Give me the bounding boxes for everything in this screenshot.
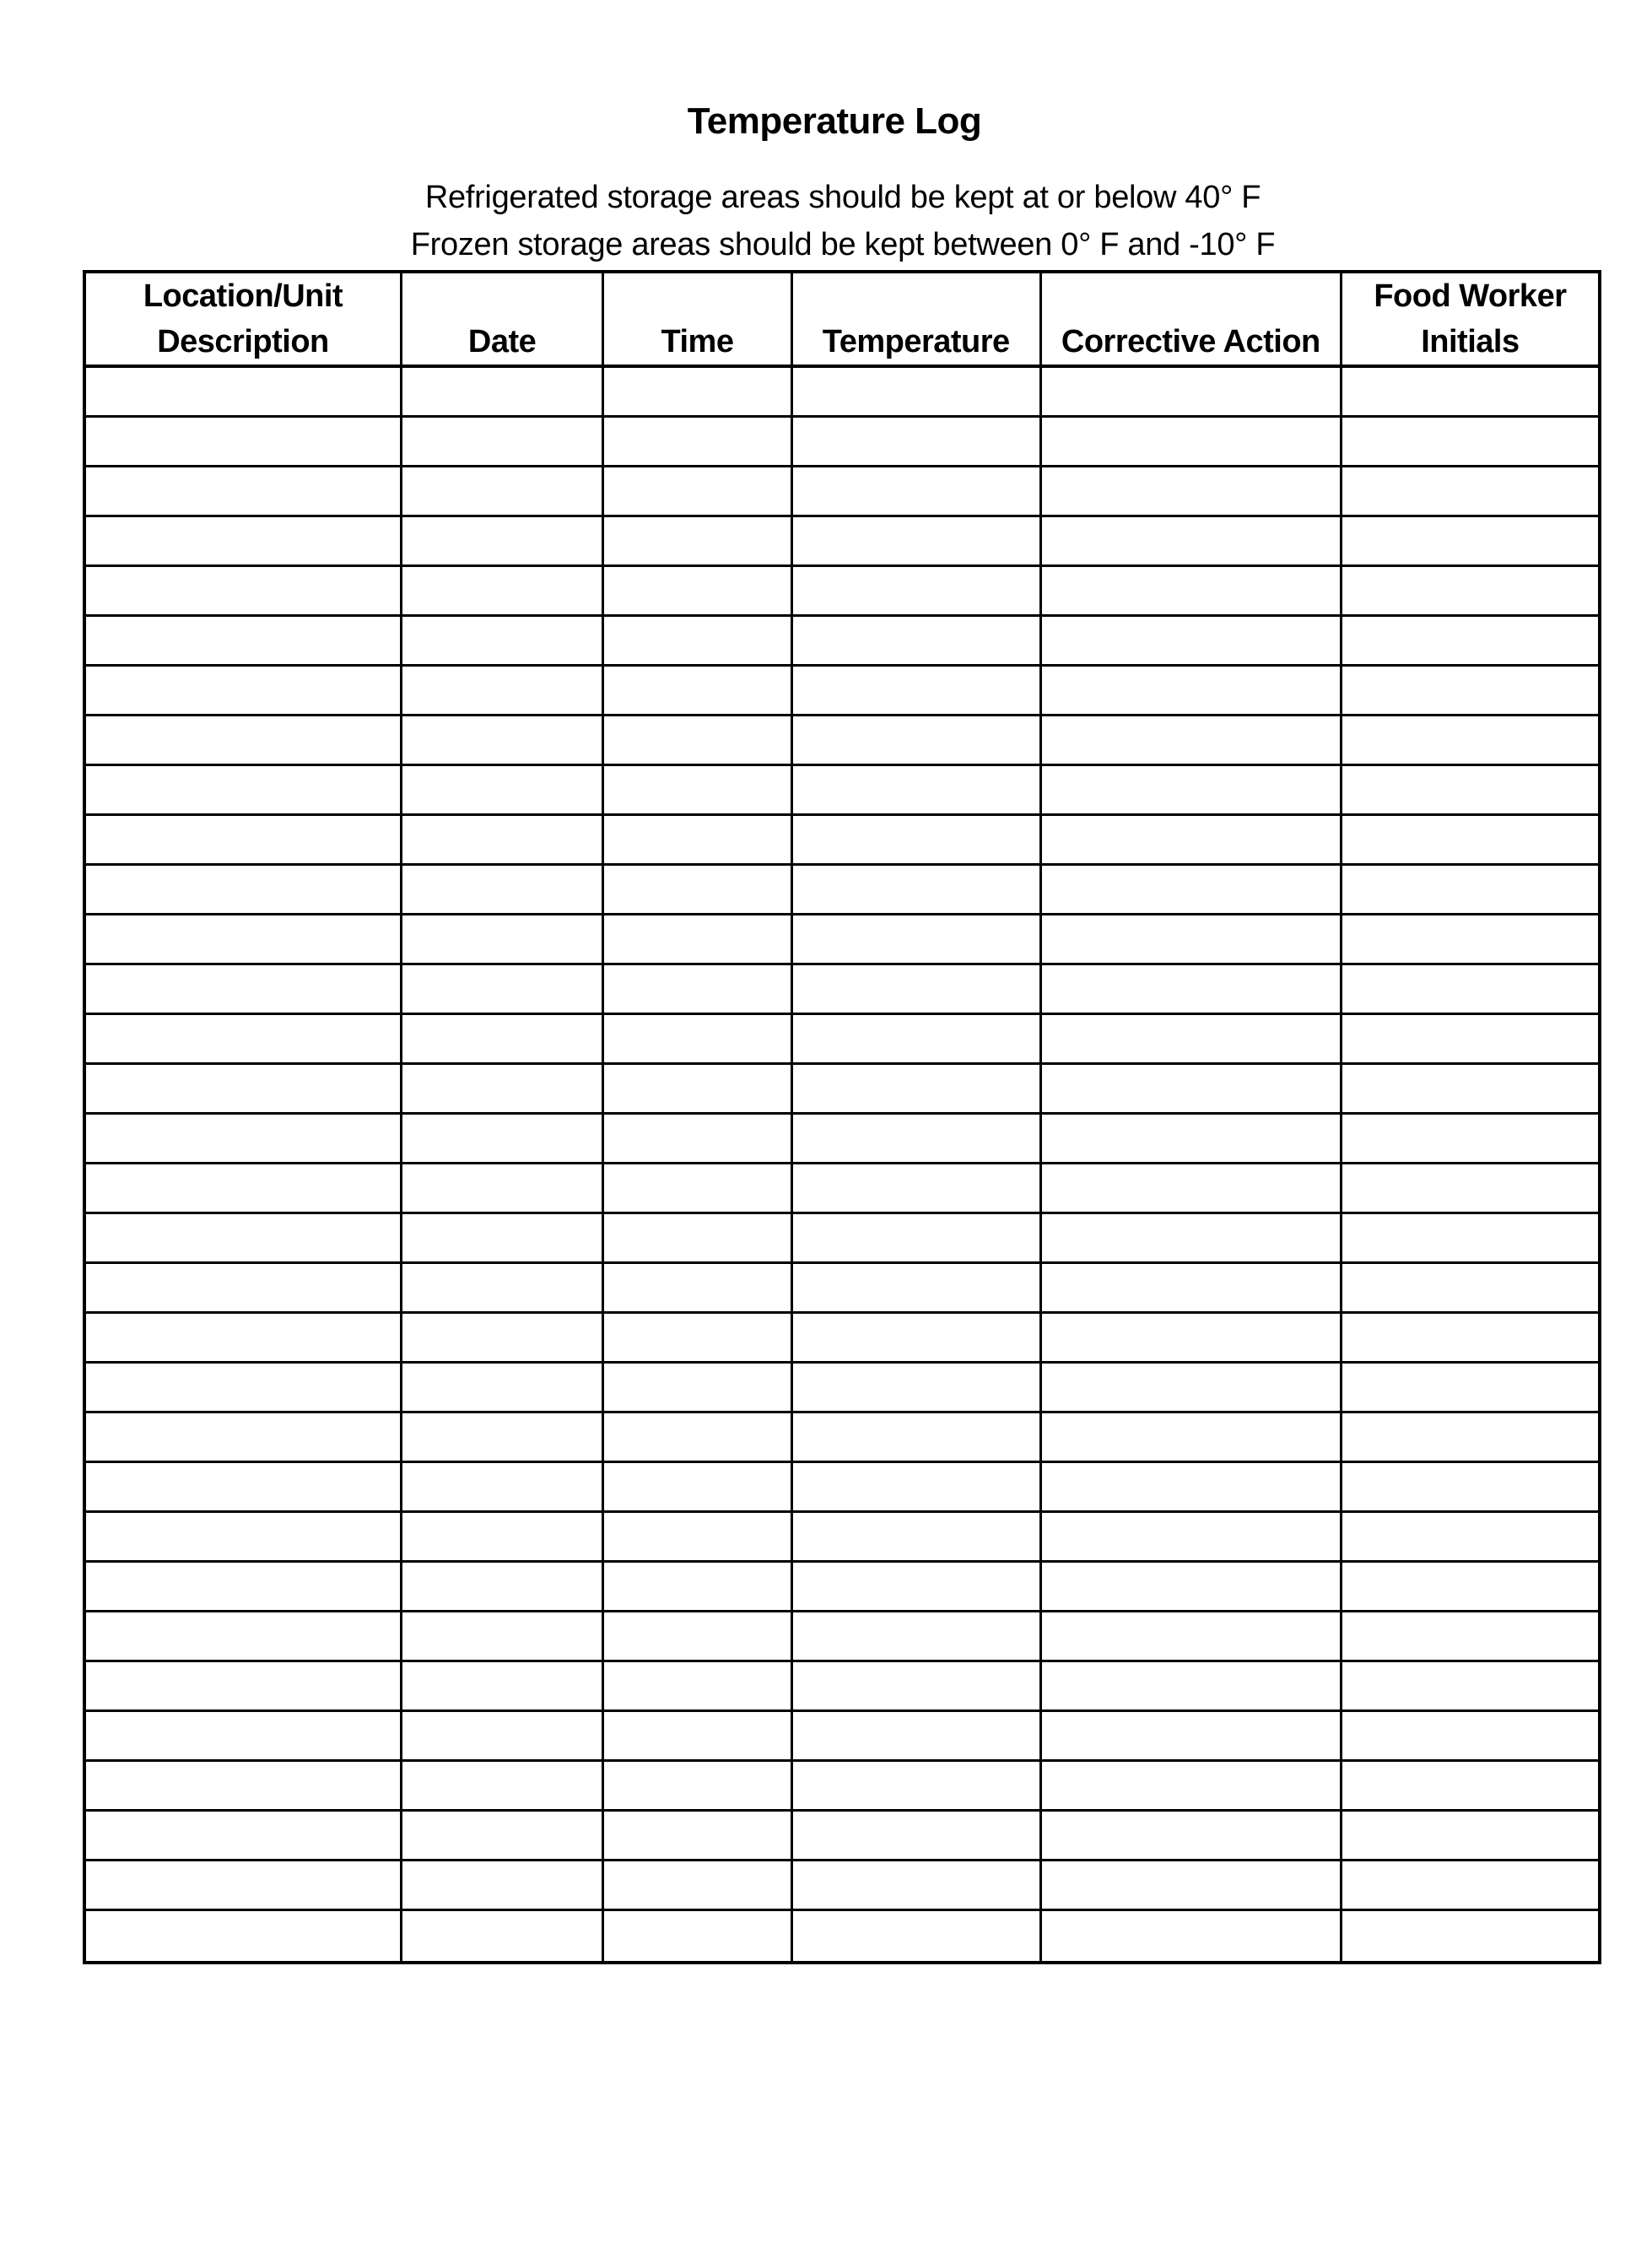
log-table-cell bbox=[1342, 965, 1598, 1015]
log-table-cell bbox=[86, 517, 402, 567]
column-header-corrective-action: Corrective Action bbox=[1042, 273, 1342, 368]
log-table-cell bbox=[1042, 1563, 1342, 1612]
log-table-cell bbox=[1342, 368, 1598, 418]
log-table-cell bbox=[86, 1065, 402, 1115]
log-table-cell bbox=[604, 1314, 792, 1364]
log-table-cell bbox=[604, 567, 792, 617]
log-table-cell bbox=[604, 1861, 792, 1911]
log-table-cell bbox=[1342, 1015, 1598, 1065]
log-table-cell bbox=[793, 1115, 1042, 1164]
log-table-cell bbox=[604, 1911, 792, 1961]
log-table-cell bbox=[402, 965, 604, 1015]
log-table-cell bbox=[402, 368, 604, 418]
log-table-cell bbox=[604, 1264, 792, 1314]
log-table-cell bbox=[86, 1762, 402, 1812]
log-table-cell bbox=[604, 1463, 792, 1513]
log-table-cell bbox=[793, 1314, 1042, 1364]
log-table-cell bbox=[793, 866, 1042, 915]
log-table-cell bbox=[604, 1164, 792, 1214]
log-table-cell bbox=[86, 816, 402, 866]
log-table-cell bbox=[402, 915, 604, 965]
log-table-cell bbox=[86, 617, 402, 667]
log-table-cell bbox=[1042, 1264, 1342, 1314]
log-table-cell bbox=[1342, 716, 1598, 766]
log-table-cell bbox=[793, 1065, 1042, 1115]
log-table-cell bbox=[1342, 1762, 1598, 1812]
log-table-cell bbox=[402, 1662, 604, 1712]
log-table-cell bbox=[604, 1065, 792, 1115]
log-table-cell bbox=[86, 667, 402, 716]
log-table-cell bbox=[1042, 716, 1342, 766]
log-table-cell bbox=[1042, 617, 1342, 667]
log-table-cell bbox=[793, 1364, 1042, 1413]
log-table-cell bbox=[1342, 915, 1598, 965]
log-table-cell bbox=[793, 1413, 1042, 1463]
log-table-cell bbox=[1042, 1314, 1342, 1364]
log-table-cell bbox=[86, 1812, 402, 1861]
log-table-cell bbox=[793, 567, 1042, 617]
log-table-cell bbox=[402, 667, 604, 716]
log-table-cell bbox=[1042, 567, 1342, 617]
log-table-cell bbox=[793, 617, 1042, 667]
log-table-cell bbox=[1042, 1762, 1342, 1812]
log-table-cell bbox=[793, 965, 1042, 1015]
log-table-cell bbox=[402, 766, 604, 816]
log-table-cell bbox=[604, 1712, 792, 1762]
log-table-cell bbox=[1342, 1812, 1598, 1861]
log-table-cell bbox=[1342, 1413, 1598, 1463]
log-table-cell bbox=[604, 617, 792, 667]
log-table-cell bbox=[793, 1662, 1042, 1712]
log-table-cell bbox=[1042, 1065, 1342, 1115]
log-table-cell bbox=[1342, 816, 1598, 866]
log-table-cell bbox=[793, 1214, 1042, 1264]
log-table-cell bbox=[1342, 517, 1598, 567]
log-table-cell bbox=[86, 1463, 402, 1513]
column-header-food-worker-initials: Food Worker Initials bbox=[1342, 273, 1598, 368]
log-table-cell bbox=[1042, 1911, 1342, 1961]
log-table-cell bbox=[1042, 1712, 1342, 1762]
log-table-cell bbox=[86, 866, 402, 915]
log-table-cell bbox=[86, 965, 402, 1015]
log-table-cell bbox=[86, 1662, 402, 1712]
log-table-cell bbox=[793, 1612, 1042, 1662]
log-table-cell bbox=[1342, 617, 1598, 667]
log-table-cell bbox=[402, 617, 604, 667]
log-table-cell bbox=[402, 418, 604, 467]
log-table-cell bbox=[402, 1015, 604, 1065]
log-table-cell bbox=[604, 1364, 792, 1413]
log-table-cell bbox=[402, 1164, 604, 1214]
log-table-cell bbox=[604, 467, 792, 517]
log-table-cell bbox=[86, 1413, 402, 1463]
log-table-cell bbox=[793, 1812, 1042, 1861]
log-table-cell bbox=[793, 368, 1042, 418]
log-table-cell bbox=[793, 1513, 1042, 1563]
log-table-cell bbox=[1042, 1015, 1342, 1065]
log-table-cell bbox=[793, 1264, 1042, 1314]
log-table-cell bbox=[86, 1861, 402, 1911]
log-table-cell bbox=[86, 1612, 402, 1662]
log-table-cell bbox=[793, 1463, 1042, 1513]
log-table-cell bbox=[1042, 1115, 1342, 1164]
log-table-cell bbox=[604, 866, 792, 915]
log-table-cell bbox=[793, 1015, 1042, 1065]
log-table-cell bbox=[793, 1563, 1042, 1612]
column-header-location-unit-description: Location/Unit Description bbox=[86, 273, 402, 368]
log-table-cell bbox=[604, 1762, 792, 1812]
log-table-cell bbox=[402, 467, 604, 517]
log-table-cell bbox=[86, 1712, 402, 1762]
log-table-cell bbox=[604, 1563, 792, 1612]
log-table-cell bbox=[1042, 1513, 1342, 1563]
log-table-cell bbox=[1342, 1115, 1598, 1164]
log-table-cell bbox=[86, 1314, 402, 1364]
log-table-cell bbox=[86, 1563, 402, 1612]
log-table-cell bbox=[793, 816, 1042, 866]
log-table-cell bbox=[1042, 1612, 1342, 1662]
log-table-cell bbox=[1042, 368, 1342, 418]
log-table-cell bbox=[402, 517, 604, 567]
log-table-cell bbox=[86, 1364, 402, 1413]
log-table-cell bbox=[604, 1015, 792, 1065]
log-table-cell bbox=[1342, 1264, 1598, 1314]
log-table-cell bbox=[402, 1413, 604, 1463]
log-table-cell bbox=[1342, 1463, 1598, 1513]
log-table-cell bbox=[1042, 517, 1342, 567]
log-table-cell bbox=[402, 1812, 604, 1861]
column-header-time: Time bbox=[604, 273, 792, 368]
log-table-cell bbox=[604, 766, 792, 816]
column-header-date: Date bbox=[402, 273, 604, 368]
log-table-cell bbox=[1042, 766, 1342, 816]
log-table-cell bbox=[1042, 1364, 1342, 1413]
instruction-frozen: Frozen storage areas should be kept between 0° F and -10° F bbox=[410, 227, 1276, 262]
log-table-cell bbox=[402, 1214, 604, 1264]
log-table-cell bbox=[402, 1364, 604, 1413]
log-table-cell bbox=[793, 667, 1042, 716]
log-table-cell bbox=[402, 1762, 604, 1812]
log-table-cell bbox=[1042, 667, 1342, 716]
log-table-cell bbox=[1342, 1662, 1598, 1712]
log-table-cell bbox=[1042, 1164, 1342, 1214]
log-table-cell bbox=[604, 1115, 792, 1164]
log-table-cell bbox=[402, 1463, 604, 1513]
log-table-cell bbox=[402, 1861, 604, 1911]
log-table-cell bbox=[402, 1513, 604, 1563]
column-header-temperature: Temperature bbox=[793, 273, 1042, 368]
log-table-cell bbox=[793, 1712, 1042, 1762]
log-table-cell bbox=[1342, 1513, 1598, 1563]
log-table-cell bbox=[402, 1264, 604, 1314]
temperature-log-table bbox=[83, 270, 1601, 1964]
log-table-cell bbox=[86, 1911, 402, 1961]
log-table-cell bbox=[402, 1563, 604, 1612]
log-table-cell bbox=[1342, 766, 1598, 816]
log-table-cell bbox=[604, 1413, 792, 1463]
log-table-cell bbox=[604, 816, 792, 866]
log-table-cell bbox=[1342, 866, 1598, 915]
log-table-cell bbox=[1042, 915, 1342, 965]
log-table-cell bbox=[793, 1911, 1042, 1961]
log-table-cell bbox=[1042, 1812, 1342, 1861]
log-table-cell bbox=[1342, 1164, 1598, 1214]
log-table-cell bbox=[793, 1164, 1042, 1214]
log-table-cell bbox=[86, 467, 402, 517]
log-table-cell bbox=[604, 368, 792, 418]
log-table-cell bbox=[86, 1214, 402, 1264]
log-table-cell bbox=[793, 467, 1042, 517]
log-table-cell bbox=[402, 1065, 604, 1115]
log-table-cell bbox=[402, 716, 604, 766]
log-table-cell bbox=[1342, 1712, 1598, 1762]
log-table-cell bbox=[86, 1015, 402, 1065]
log-table-cell bbox=[604, 915, 792, 965]
log-table-cell bbox=[1342, 1065, 1598, 1115]
log-table-cell bbox=[793, 418, 1042, 467]
log-table-cell bbox=[604, 965, 792, 1015]
instruction-refrigerated: Refrigerated storage areas should be kept at or below 40° F bbox=[424, 180, 1261, 215]
log-table-cell bbox=[793, 1762, 1042, 1812]
log-table-cell bbox=[1042, 1214, 1342, 1264]
log-table-cell bbox=[86, 418, 402, 467]
log-table-cell bbox=[1342, 667, 1598, 716]
log-table-cell bbox=[1042, 1662, 1342, 1712]
log-table-cell bbox=[1342, 1861, 1598, 1911]
log-table-cell bbox=[1342, 567, 1598, 617]
log-table-cell bbox=[402, 816, 604, 866]
log-table-cell bbox=[1342, 467, 1598, 517]
log-table-cell bbox=[1342, 1214, 1598, 1264]
log-table-cell bbox=[1042, 1413, 1342, 1463]
log-table-cell bbox=[1042, 418, 1342, 467]
log-table-cell bbox=[793, 915, 1042, 965]
log-table-cell bbox=[86, 915, 402, 965]
log-table-cell bbox=[86, 1115, 402, 1164]
log-table-cell bbox=[793, 517, 1042, 567]
log-table-cell bbox=[1342, 1314, 1598, 1364]
log-table-cell bbox=[402, 1612, 604, 1662]
log-table-cell bbox=[604, 1812, 792, 1861]
log-table-cell bbox=[402, 1314, 604, 1364]
log-table-cell bbox=[86, 567, 402, 617]
log-table-cell bbox=[86, 766, 402, 816]
log-table-cell bbox=[604, 1612, 792, 1662]
log-table-cell bbox=[86, 716, 402, 766]
log-table-cell bbox=[1042, 1861, 1342, 1911]
log-table-cell bbox=[1042, 1463, 1342, 1513]
log-table-cell bbox=[1042, 965, 1342, 1015]
log-table-cell bbox=[604, 517, 792, 567]
log-table-cell bbox=[86, 1264, 402, 1314]
log-table-cell bbox=[1342, 418, 1598, 467]
log-table-cell bbox=[1342, 1364, 1598, 1413]
log-table-cell bbox=[86, 368, 402, 418]
log-table-cell bbox=[1342, 1563, 1598, 1612]
log-table-cell bbox=[402, 1712, 604, 1762]
log-table-cell bbox=[604, 1662, 792, 1712]
log-table-cell bbox=[604, 667, 792, 716]
log-table-cell bbox=[1042, 467, 1342, 517]
page-title: Temperature Log bbox=[687, 100, 982, 142]
log-table-cell bbox=[402, 1115, 604, 1164]
log-table-cell bbox=[604, 418, 792, 467]
log-table-cell bbox=[1042, 866, 1342, 915]
log-table-cell bbox=[86, 1513, 402, 1563]
log-table-cell bbox=[604, 1513, 792, 1563]
log-table-cell bbox=[604, 1214, 792, 1264]
log-table-cell bbox=[402, 866, 604, 915]
log-table-cell bbox=[604, 716, 792, 766]
log-table-cell bbox=[1342, 1612, 1598, 1662]
log-table-cell bbox=[793, 716, 1042, 766]
log-table-cell bbox=[86, 1164, 402, 1214]
log-table-cell bbox=[793, 766, 1042, 816]
log-table-cell bbox=[793, 1861, 1042, 1911]
log-table-cell bbox=[1342, 1911, 1598, 1961]
log-table-cell bbox=[402, 1911, 604, 1961]
instructions bbox=[0, 174, 1652, 268]
log-table-cell bbox=[1042, 816, 1342, 866]
log-table-cell bbox=[402, 567, 604, 617]
